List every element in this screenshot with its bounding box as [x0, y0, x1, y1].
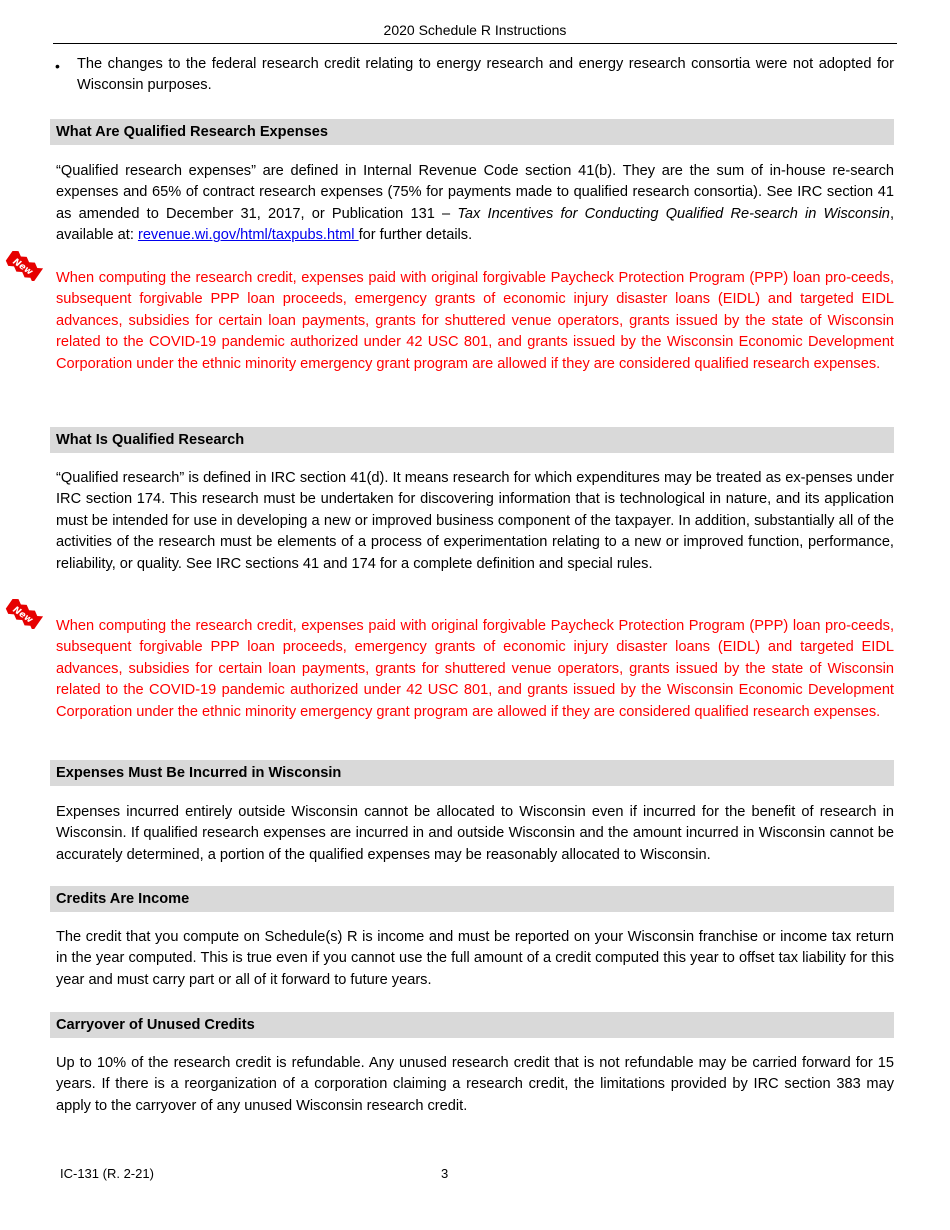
section-heading-carryover [50, 1012, 894, 1038]
footer-form-id: IC-131 (R. 2-21) [60, 1166, 154, 1181]
section-heading-expenses-in-wisconsin [50, 760, 894, 786]
carryover-paragraph: Up to 10% of the research credit is refundable. Any unused research credit that is not refundable may be carried forward for 15 years. If there is a reorganization of a corporation claiming a research credit, the limitations provided by IRC section 383 may apply to the carryover of any unused Wisconsin research credit. [56, 1055, 894, 1114]
section-heading-label: Expenses Must Be Incurred in Wisconsin [56, 765, 342, 781]
qre-definition-paragraph [56, 161, 894, 247]
qr-definition-paragraph: “Qualified research” is defined in IRC section 41(d). It means research for which expenditures may be treated as ex-penses under IRC section 174. This research must be undertaken for discovering information that is technological in nature, and its application must be intended for use in developing a new or improved business component of the taxpayer. In addition, substantially all of the activities of the research must be elements of a process of experimentation relating to a new or improved function, performance, reliability, or quality. See IRC sections 41 and 174 for a complete definition and special rules. [56, 470, 894, 572]
qre-text-a: “Qualified research expenses” are defined in Internal Revenue Code section 41(b). They are the sum of in-house re-search expenses and 65% of contract research expenses (75% for payments made to qualified research consortia). See IRC section 41 as amended to December 31, 2017, or Publication 131 – [56, 163, 894, 222]
new-badge-icon [4, 599, 44, 629]
new-badge-label: New [10, 256, 35, 278]
section-heading-label: What Is Qualified Research [56, 432, 245, 448]
new-badge-icon [4, 251, 44, 281]
qre-text-c: for further details. [358, 227, 473, 244]
qre-text-b: , available at: [56, 205, 894, 244]
page-header-title: 2020 Schedule R Instructions [383, 22, 567, 38]
taxpubs-link[interactable]: revenue.wi.gov/html/taxpubs.html [137, 227, 359, 244]
intro-bullet-text: The changes to the federal research credit relating to energy research and energy research consortia were not adopted for Wisconsin purposes. [77, 56, 894, 94]
header-rule [53, 43, 897, 44]
section-heading-credits-are-income [50, 886, 894, 912]
footer-page-number: 3 [441, 1166, 449, 1181]
publication-title: Tax Incentives for Conducting Qualified Re-search in Wisconsin [457, 205, 890, 222]
qr-new-covid-paragraph: When computing the research credit, expenses paid with original forgivable Paycheck Protection Program (PPP) loan pro-ceeds, subsequent forgivable PPP loan proceeds, emergency grants of economic injury disaster loans (EIDL) and targeted EIDL advances, subsidies for certain loan payments, grants for shuttered venue operators, grants issued by the state of Wisconsin related to the COVID-19 pandemic authorized under 42 USC 801, and grants issued by the Wisconsin Economic Development Corporation under the ethnic minority emergency grant program are allowed if they are considered qualified research expenses. [56, 618, 894, 720]
section-heading-qualified-research-expenses [50, 119, 894, 145]
income-paragraph: The credit that you compute on Schedule(s) R is income and must be reported on your Wisconsin franchise or income tax return in the year computed. This is true even if you cannot use the full amount of a credit computed this year to offset tax liability for this year and must carry part or all of it forward to future years. [56, 929, 894, 988]
expenses-paragraph: Expenses incurred entirely outside Wisconsin cannot be allocated to Wisconsin even if incurred for the benefit of research in Wisconsin. If qualified research expenses are incurred in and outside Wisconsin and the amount incurred in Wisconsin cannot be accurately determined, a portion of the qualified expenses may be reasonably allocated to Wisconsin. [56, 804, 894, 863]
section-heading-label: What Are Qualified Research Expenses [56, 124, 328, 140]
bullet-marker: • [55, 58, 60, 74]
section-heading-label: Carryover of Unused Credits [56, 1017, 255, 1033]
new-badge-label: New [10, 604, 35, 626]
section-heading-qualified-research [50, 427, 894, 453]
qre-new-covid-paragraph: When computing the research credit, expenses paid with original forgivable Paycheck Protection Program (PPP) loan pro-ceeds, subsequent forgivable PPP loan proceeds, emergency grants of economic injury disaster loans (EIDL) and targeted EIDL advances, subsidies for certain loan payments, grants for shuttered venue operators, grants issued by the state of Wisconsin related to the COVID-19 pandemic authorized under 42 USC 801, and grants issued by the Wisconsin Economic Development Corporation under the ethnic minority emergency grant program are allowed if they are considered qualified research expenses. [56, 270, 894, 372]
section-heading-label: Credits Are Income [56, 891, 190, 907]
